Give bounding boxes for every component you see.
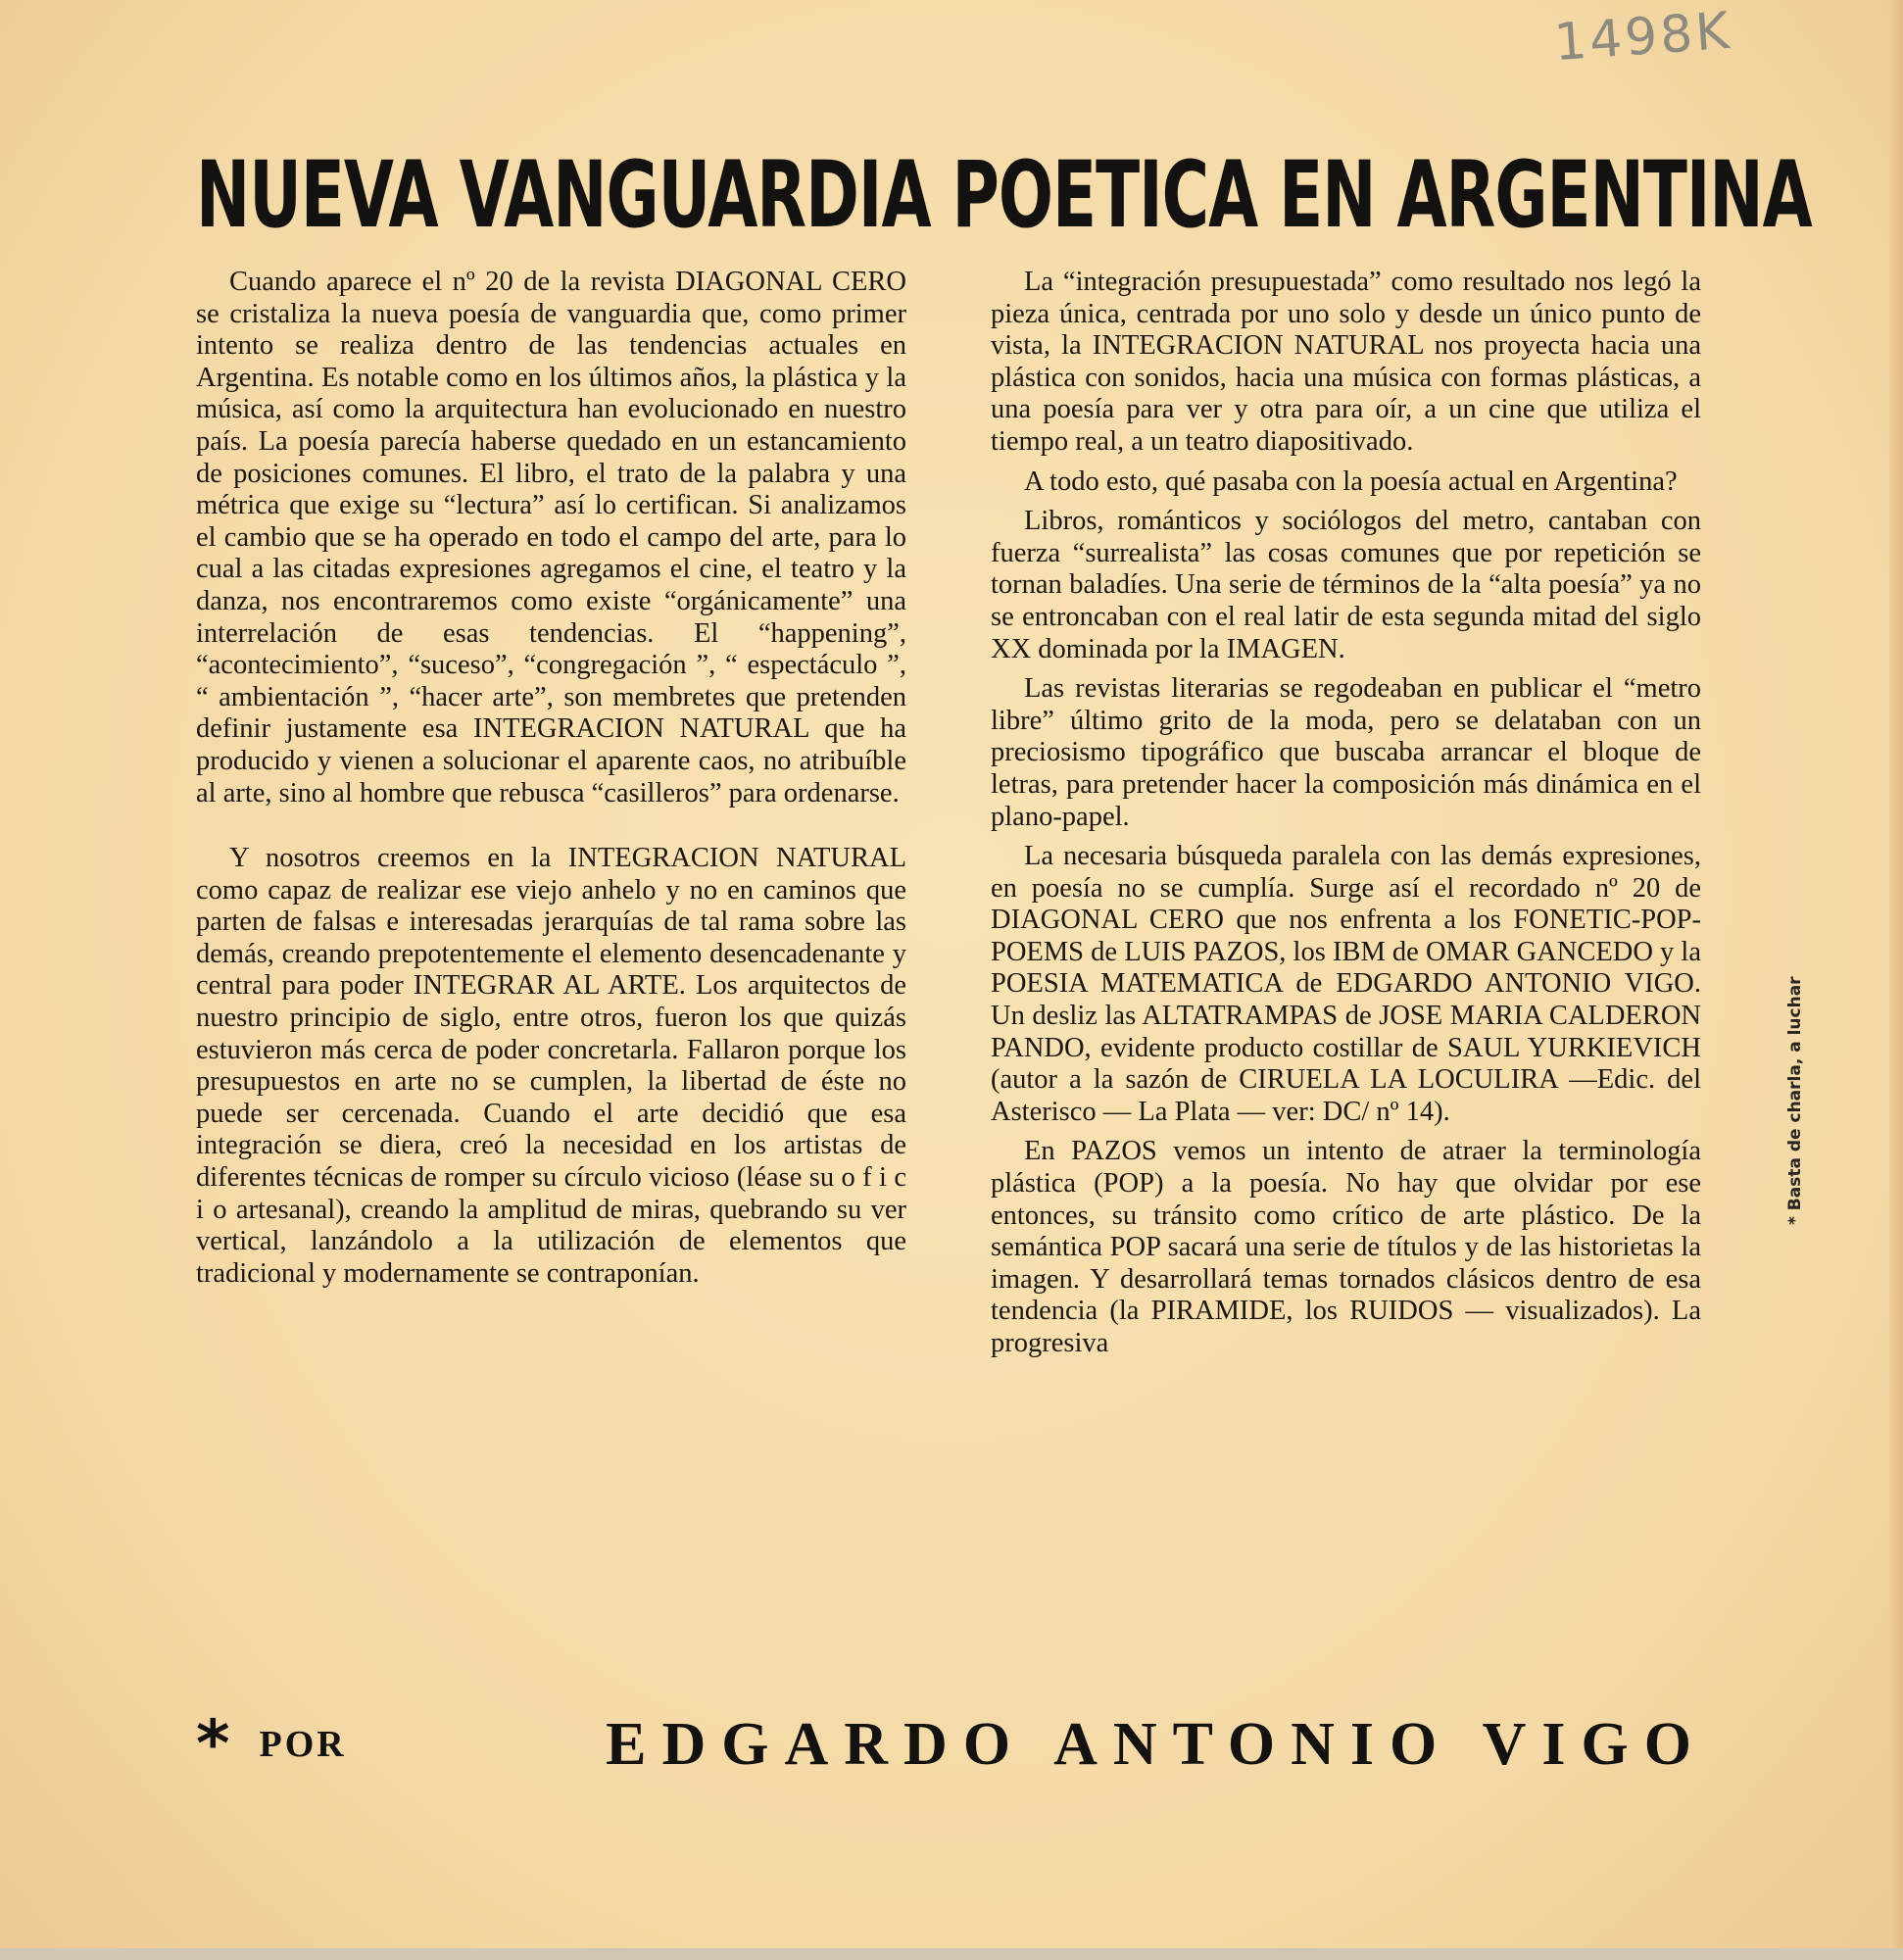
asterisk-icon: * — [196, 1706, 230, 1782]
headline: NUEVA VANGUARDIA POETICA EN ARGENTINA — [196, 141, 1812, 249]
paragraph: La necesaria búsqueda paralela con las demás expresiones, en poesía no se cumplía. Surge así el recordado nº 20 de DIAGONAL CERO que nos enfrenta a los FONETIC-POP-POEMS de LUIS PAZOS, los IBM de OMAR GANCEDO y la POESIA MATEMATICA de EDGARDO ANTONIO VIGO. Un desliz las ALTATRAMPAS de JOSE MARIA CALDERON PANDO, evidente producto costillar de SAUL YURKIEVICH (autor a la sazón de CIRUELA LA LOCULIRA —Edic. del Asterisco — La Plata — ver: DC/ nº 14). — [991, 841, 1701, 1127]
paragraph: Cuando aparece el nº 20 de la revista DIAGONAL CERO se cristaliza la nueva poesía de vanguardia que, como primer intento se realiza dentro de las tendencias actuales en Argentina. Es notable como en los últimos años, la plástica y la música, así como la arquitectura han evolucionado en nuestro país. La poesía parecía haberse quedado en un estancamiento de posiciones comunes. El libro, el trato de la palabra y una métrica que exige su “lectura” así lo certifican. Si analizamos el cambio que se ha operado en todo el campo del arte, para lo cual a las citadas expresiones agregamos el cine, el teatro y la danza, nos encontraremos como existe “orgánicamente” una interrelación de esas tendencias. El “happening”, “acontecimiento”, “suceso”, “congregación ”, “ espectáculo ”, “ ambientación ”, “hacer arte”, son membretes que pretenden definir justamente esa INTEGRACION NATURAL que ha producido y vienen a solucionar el aparente caos, no atribuíble al arte, sino al hombre que rebusca “casilleros” para ordenarse. — [196, 267, 906, 808]
handwritten-catalog-note: 1498K — [1552, 1, 1734, 74]
paragraph: La “integración presupuestada” como resultado nos legó la pieza única, centrada por uno solo y desde un único punto de vista, la INTEGRACION NATURAL nos proyecta hacia una plástica con sonidos, hacia una música con formas plásticas, a una poesía para ver y otra para oír, a un cine que utiliza el tiempo real, a un teatro diapositivado. — [991, 267, 1701, 457]
paragraph: Las revistas literarias se regodeaban en publicar el “metro libre” último grito de la moda, pero se delataban con un preciosismo tipográfico que buscaba arrancar el bloque de letras, para pretender hacer la composición más dinámica en el plano-papel. — [991, 673, 1701, 832]
vertical-margin-note: * Basta de charla, a luchar — [1785, 976, 1805, 1225]
right-column — [991, 267, 1701, 1360]
left-column — [196, 267, 906, 1290]
paragraph: Y nosotros creemos en la INTEGRACION NATURAL como capaz de realizar ese viejo anhelo y no en caminos que parten de falsas e interesadas jerarquías de tal rama sobre las demás, creando prepotentemente el elemento desencadenante y central para poder INTEGRAR AL ARTE. Los arquitectos de nuestro principio de siglo, entre otros, fueron los que quizás estuvieron más cerca de poder concretarla. Fallaron porque los presupuestos en arte no se cumplen, la libertad de éste no puede ser cercenada. Cuando el arte decidió que esa integración se diera, creó la necesidad en los artistas de diferentes técnicas de romper su círculo vicioso (léase su o f i c i o artesanal), creando la amplitud de miras, quebrando su ver vertical, lanzándolo a la utilización de elementos que tradicional y modernamente se contraponían. — [196, 843, 906, 1289]
paragraph: Libros, románticos y sociólogos del metro, cantaban con fuerza “surrealista” las cosas comunes que por repetición se tornan baladíes. Una serie de términos de la “alta poesía” ya no se entroncaban con el real latir de esta segunda mitad del siglo XX dominada por la IMAGEN. — [991, 506, 1701, 664]
scan-bottom-edge — [0, 1948, 1903, 1960]
byline-prefix: POR — [259, 1724, 347, 1765]
byline — [196, 1705, 1707, 1784]
author-name: EDGARDO ANTONIO VIGO — [606, 1710, 1707, 1778]
paragraph: En PAZOS vemos un intento de atraer la terminología plástica (POP) a la poesía. No hay que olvidar por ese entonces, su tránsito como crítico de arte plástico. De la semántica POP sacará una serie de títulos y de las historietas la imagen. Y desarrollará temas tornados clásicos dentro de esa tendencia (la PIRAMIDE, los RUIDOS — visualizados). La progresiva — [991, 1136, 1701, 1358]
paragraph: A todo esto, qué pasaba con la poesía actual en Argentina? — [1024, 466, 1678, 497]
page-edge — [1889, 0, 1903, 1960]
